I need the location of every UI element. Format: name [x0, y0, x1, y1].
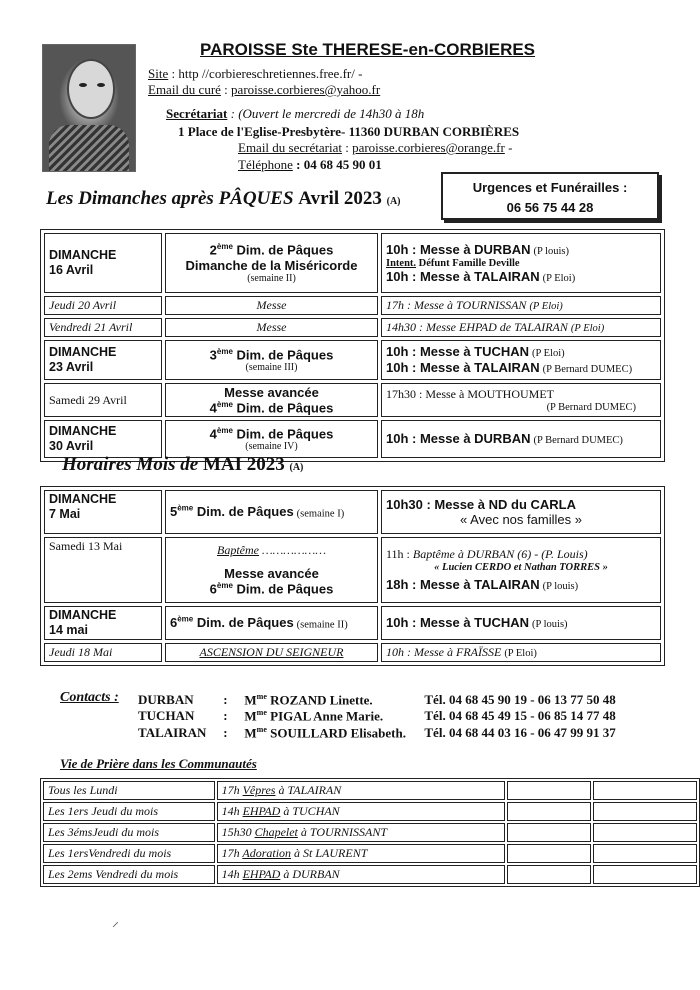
- prayer-activity: EHPAD: [242, 804, 281, 818]
- april-heading-suffix: (A): [386, 196, 401, 207]
- mass-note: « Avec nos familles »: [460, 512, 582, 527]
- lit-num: 4: [209, 426, 217, 442]
- secretariat-label: Secrétariat: [166, 106, 228, 121]
- lit-num: 3: [209, 347, 217, 363]
- prayer-table: [40, 778, 700, 887]
- prayer-activity: Chapelet: [254, 825, 298, 839]
- contact-tel: Tél. 04 68 44 03 16 - 06 47 99 91 37: [424, 724, 616, 740]
- table-row: [44, 420, 661, 458]
- day-label: DIMANCHE: [49, 345, 117, 359]
- lit-text: Dim. de Pâques: [193, 615, 294, 631]
- contact-title-sup: me: [256, 708, 267, 718]
- prayer-empty: [507, 865, 591, 884]
- secretariat-line: [166, 106, 424, 122]
- contact-row: [136, 725, 618, 741]
- contact-title-sup: me: [256, 692, 267, 701]
- day-date: 23 Avril: [49, 360, 94, 374]
- lit-text: Dim. de Pâques: [232, 347, 334, 363]
- prayer-what: [217, 802, 506, 821]
- lit-sup: ème: [177, 614, 194, 624]
- prayer-time: 14h: [221, 804, 240, 818]
- day-label: DIMANCHE: [49, 492, 117, 506]
- lit-week: (semaine II): [296, 619, 348, 631]
- day-cell: Samedi 29 Avril: [44, 383, 162, 417]
- table-row: [44, 537, 661, 603]
- mass-cell: [381, 318, 661, 337]
- prayer-empty: [593, 844, 697, 863]
- contact-title: M: [244, 692, 257, 708]
- mass-cell: [381, 296, 661, 315]
- secretariat-hours: : (Ouvert le mercredi de 14h30 à 18h: [230, 106, 425, 121]
- urgences-label: Urgences et Funérailles :: [472, 180, 628, 195]
- prayer-heading: Vie de Prière dans les Communautés: [60, 756, 257, 771]
- lit-text: Dim. de Pâques: [193, 504, 294, 520]
- prayer-time: 17h: [221, 846, 240, 860]
- may-heading-suffix: (A): [289, 462, 304, 473]
- email-cure-label: Email du curé: [148, 82, 221, 97]
- intent-text: Défunt Famille Deville: [418, 257, 520, 269]
- liturgy-cell: Messe: [165, 296, 378, 315]
- lit-text: Messe avancée: [224, 385, 319, 400]
- intent-label: Intent.: [386, 257, 417, 269]
- prayer-empty: [507, 802, 591, 821]
- table-row: [43, 844, 697, 863]
- mass-note: « Lucien CERDO et Nathan TORRES »: [434, 562, 608, 573]
- lit-num: 6: [209, 581, 217, 597]
- contact-title: M: [244, 708, 257, 724]
- table-row: [44, 606, 661, 640]
- lit-week: (semaine III): [245, 362, 298, 374]
- contact-person: SOUILLARD Elisabeth.: [270, 724, 406, 740]
- prayer-place: à St LAURENT: [294, 846, 368, 860]
- mass-time: 10h :: [386, 645, 411, 659]
- mass-line: 17h30 : Messe à MOUTHOUMET: [386, 387, 554, 402]
- lit-num: 5: [170, 504, 178, 520]
- priest: (P Eloi): [532, 348, 565, 359]
- email-secretariat-label: Email du secrétariat: [238, 140, 342, 155]
- urgences-phone: 06 56 75 44 28: [506, 200, 594, 215]
- priest: (P Eloi): [570, 323, 605, 334]
- address: 1 Place de l'Eglise-Presbytère- 11360 DURBAN CORBIÈRES: [178, 124, 520, 139]
- day-cell: [44, 340, 162, 380]
- table-row: [44, 383, 661, 417]
- prayer-what: [217, 865, 506, 884]
- prayer-when: Les 3émsJeudi du mois: [43, 823, 215, 842]
- mass-cell: [381, 233, 661, 293]
- prayer-activity: Vêpres: [242, 783, 276, 797]
- priest: (P louis): [532, 619, 568, 630]
- day-date: 16 Avril: [49, 263, 94, 277]
- mass-line: 18h : Messe à TALAIRAN: [386, 577, 540, 592]
- site-line: [148, 66, 362, 82]
- photo-body: [49, 125, 129, 171]
- contact-row: [136, 692, 618, 708]
- lit-week: (semaine II): [247, 272, 296, 284]
- lit-text-2: Dimanche de la Miséricorde: [185, 257, 358, 273]
- prayer-when: Tous les Lundi: [43, 781, 215, 800]
- april-schedule-table: [40, 229, 665, 462]
- priest: (P Bernard DUMEC): [533, 435, 623, 447]
- lit-num: 6: [170, 615, 178, 631]
- prayer-when: Les 2ems Vendredi du mois: [43, 865, 215, 884]
- contact-tel: Tél. 04 68 45 49 15 - 06 85 14 77 48: [424, 708, 616, 724]
- table-row: [44, 296, 661, 315]
- phone-line: [238, 157, 382, 173]
- liturgy-cell: [165, 340, 378, 380]
- priest: (P Eloi): [542, 272, 576, 284]
- contact-name: [242, 708, 422, 724]
- lit-sup: ème: [216, 400, 233, 409]
- prayer-place: à TOURNISSANT: [300, 825, 388, 839]
- priest: (P louis): [533, 245, 569, 257]
- mass-line: 10h : Messe à TALAIRAN: [386, 360, 540, 375]
- contact-person: PIGAL Anne Marie.: [270, 708, 384, 724]
- contact-town: TUCHAN: [138, 708, 195, 724]
- liturgy-cell: [165, 420, 378, 458]
- priest: (P Bernard DUMEC): [542, 364, 633, 375]
- prayer-place: à TALAIRAN: [278, 783, 342, 797]
- mass-line: Baptême à DURBAN (6) - (P. Louis): [412, 547, 588, 561]
- day-label: DIMANCHE: [49, 424, 117, 439]
- lit-sup: ème: [216, 581, 233, 591]
- mass-line: 17h : Messe à TOURNISSAN: [386, 298, 527, 312]
- prayer-time: 15h30: [221, 825, 252, 839]
- mass-cell: [381, 643, 661, 662]
- lit-sup: ème: [177, 503, 194, 513]
- mass-line: 10h : Messe à TUCHAN: [386, 615, 530, 630]
- prayer-time: 17h: [221, 783, 240, 797]
- contact-title: M: [244, 724, 257, 740]
- phone-label: Téléphone: [238, 157, 293, 172]
- day-date: 7 Mai: [49, 507, 81, 521]
- prayer-what: [217, 823, 506, 842]
- priest: (P Bernard DUMEC): [546, 402, 636, 414]
- lit-text-2: Dim. de Pâques: [232, 581, 334, 597]
- day-cell: [44, 606, 162, 640]
- scan-mark: ⸝: [112, 915, 119, 930]
- contacts-label: Contacts :: [60, 690, 119, 705]
- table-row: [43, 865, 697, 884]
- prayer-empty: [593, 802, 697, 821]
- may-heading-text: Horaires Mois de: [62, 454, 199, 475]
- lit-text: Dim. de Pâques: [232, 426, 334, 442]
- day-date: 14 mai: [49, 623, 88, 637]
- mass-cell: [381, 606, 661, 640]
- contact-row: [136, 708, 618, 724]
- day-cell: Jeudi 20 Avril: [44, 296, 162, 315]
- prayer-place: à DURBAN: [283, 867, 340, 881]
- day-label: DIMANCHE: [49, 248, 117, 262]
- prayer-empty: [593, 823, 697, 842]
- priest: (P Eloi): [504, 648, 537, 659]
- prayer-activity: EHPAD: [242, 867, 281, 881]
- prayer-what: [217, 781, 506, 800]
- mass-line: Messe à FRAÏSSE: [414, 645, 502, 659]
- priest: (P louis): [542, 581, 579, 592]
- lit-text-2: Dim. de Pâques: [232, 400, 334, 416]
- april-heading-text: Les Dimanches après PÂQUES: [46, 188, 294, 209]
- photo-eye: [79, 83, 87, 87]
- lit-num: 2: [209, 242, 217, 258]
- contact-town: TALAIRAN: [138, 724, 207, 740]
- site-value[interactable]: : http //corbiereschretiennes.free.fr/ -: [171, 66, 363, 81]
- prayer-empty: [593, 865, 697, 884]
- lit-text: Messe avancée: [224, 566, 319, 582]
- liturgy-cell: Messe: [165, 318, 378, 337]
- lit-num: 4: [209, 400, 217, 416]
- prayer-empty: [507, 823, 591, 842]
- april-heading: [46, 188, 401, 210]
- contact-sep: :: [223, 724, 228, 740]
- contact-sep: :: [223, 692, 228, 708]
- prayer-empty: [593, 781, 697, 800]
- prayer-empty: [507, 844, 591, 863]
- photo-face: [67, 59, 115, 119]
- lit-text: Dim. de Pâques: [232, 242, 334, 258]
- day-cell: [44, 233, 162, 293]
- email-cure-value[interactable]: paroisse.corbieres@yahoo.fr: [231, 82, 381, 97]
- day-cell: [44, 490, 162, 534]
- table-row: [43, 823, 697, 842]
- bapteme-label: Baptême: [216, 543, 259, 558]
- mass-line: 10h : Messe à DURBAN: [386, 241, 531, 257]
- parish-title: PAROISSE Ste THERESE-en-CORBIERES: [200, 40, 536, 59]
- table-row: [44, 318, 661, 337]
- mass-line: 10h : Messe à DURBAN: [386, 431, 531, 447]
- contact-tel: Tél. 04 68 45 90 19 - 06 13 77 50 48: [424, 692, 616, 708]
- liturgy-cell: [165, 606, 378, 640]
- may-heading: [62, 454, 303, 476]
- liturgy-cell: [165, 383, 378, 417]
- table-row: [44, 233, 661, 293]
- contact-title-sup: me: [256, 724, 267, 734]
- lit-sup: ème: [216, 346, 233, 356]
- prayer-empty: [507, 781, 591, 800]
- prayer-activity: Adoration: [242, 846, 292, 860]
- mass-line: 10h30 : Messe à ND du CARLA: [386, 497, 576, 512]
- photo-eye: [97, 83, 105, 87]
- table-row: [43, 781, 697, 800]
- lit-week: (semaine I): [296, 508, 345, 520]
- mass-cell: [381, 490, 661, 534]
- prayer-place: à TUCHAN: [283, 804, 340, 818]
- email-secretariat-line: Email du secrétariat : paroisse.corbieres@orange.fr -: [238, 140, 513, 155]
- prayer-time: 14h: [221, 867, 240, 881]
- mass-time: 11h :: [386, 547, 410, 561]
- liturgy-cell: ASCENSION DU SEIGNEUR: [165, 643, 378, 662]
- day-cell: [44, 420, 162, 458]
- table-row: [44, 340, 661, 380]
- email-secretariat-value[interactable]: paroisse.corbieres@orange.fr: [352, 140, 505, 155]
- mass-cell: [381, 537, 661, 603]
- liturgy-cell: [165, 233, 378, 293]
- site-label: Site: [148, 66, 169, 81]
- urgences-box: [441, 172, 659, 220]
- contact-person: ROZAND Linette.: [270, 692, 373, 708]
- lit-week: (semaine IV): [245, 441, 298, 453]
- lit-sup: ème: [216, 426, 233, 436]
- contact-town: DURBAN: [138, 692, 194, 708]
- lit-sup: ème: [216, 242, 233, 252]
- mass-cell: [381, 420, 661, 458]
- may-heading-month: MAI 2023: [202, 454, 285, 475]
- mass-cell: [381, 383, 661, 417]
- email-cure-line: Email du curé : paroisse.corbieres@yahoo.fr: [148, 82, 381, 97]
- phone-value: : 04 68 45 90 01: [296, 157, 382, 172]
- prayer-when: Les 1ersVendredi du mois: [43, 844, 215, 863]
- mass-cell: [381, 340, 661, 380]
- mass-line: 14h30 : Messe EHPAD de TALAIRAN: [386, 320, 568, 334]
- mass-line: 10h : Messe à TALAIRAN: [386, 268, 540, 284]
- table-row: [43, 802, 697, 821]
- prayer-what: [217, 844, 506, 863]
- priest: (P Eloi): [529, 301, 563, 312]
- prayer-when: Les 1ers Jeudi du mois: [43, 802, 215, 821]
- contact-sep: :: [223, 708, 228, 724]
- april-heading-month: Avril 2023: [298, 188, 382, 209]
- table-row: [44, 490, 661, 534]
- table-row: [44, 643, 661, 662]
- contact-name: [242, 725, 422, 741]
- cure-photo: [42, 44, 136, 172]
- day-date: 30 Avril: [49, 439, 94, 454]
- contact-name: [242, 692, 422, 708]
- liturgy-cell: [165, 490, 378, 534]
- day-label: DIMANCHE: [49, 608, 117, 622]
- day-cell: Vendredi 21 Avril: [44, 318, 162, 337]
- bapteme-dots: ………………: [261, 543, 326, 558]
- day-cell: Samedi 13 Mai: [44, 537, 162, 603]
- contacts-table: [136, 692, 618, 741]
- day-cell: Jeudi 18 Mai: [44, 643, 162, 662]
- mass-line: 10h : Messe à TUCHAN: [386, 344, 530, 359]
- liturgy-cell: [165, 537, 378, 603]
- may-schedule-table: [40, 486, 665, 666]
